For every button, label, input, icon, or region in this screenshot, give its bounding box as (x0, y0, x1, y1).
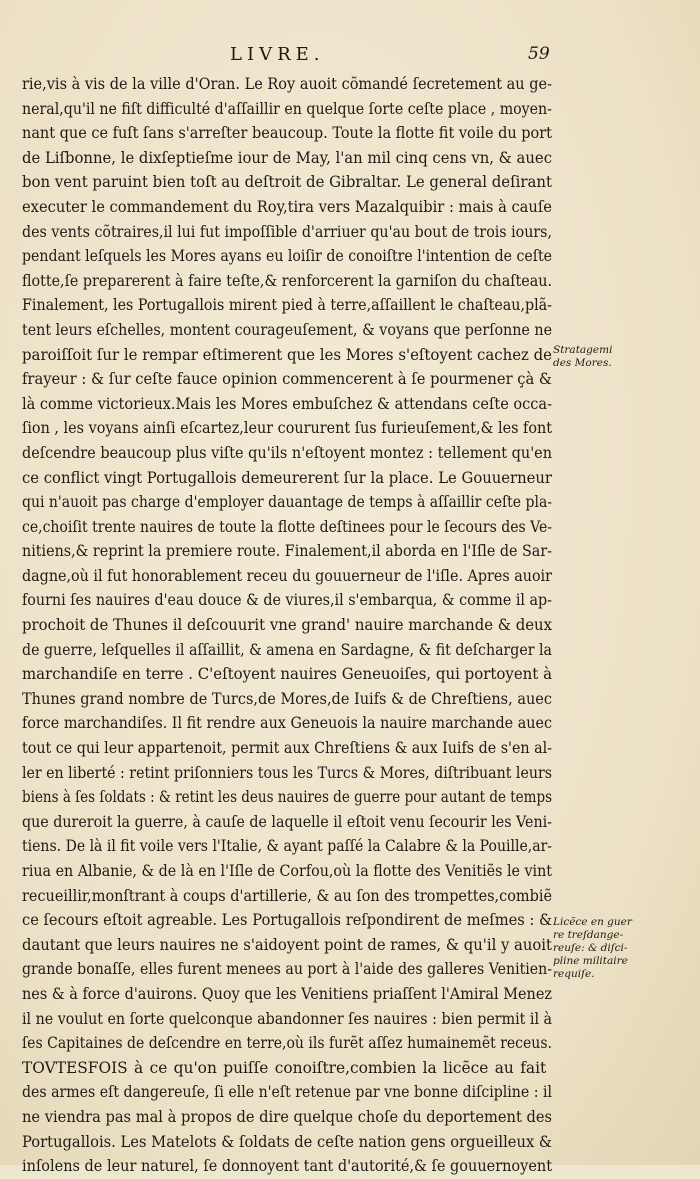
text-line: de Liſbonne, le dixſeptieſme iour de May, l'an mil cinq cens vn, & auec (22, 148, 552, 167)
text-line: dagne,où il fut honorablement receu du gouuerneur de l'iſle. Apres auoir (22, 566, 552, 585)
text-line: paroiſſoit ſur le rempar eſtimerent que les Mores s'eſtoyent cachez de (22, 345, 552, 364)
text-line: bon vent paruint bien toſt au deſtroit de Gibraltar. Le general deſirant (22, 173, 552, 192)
text-line: que dureroit la guerre, à cauſe de laquelle il eſtoit venu ſecourir les Veni- (22, 812, 552, 831)
text-line: deſcendre beaucoup plus viſte qu'ils n'eſtoyent montez : tellement qu'en (22, 443, 552, 462)
text-line: neral,qu'il ne fiſt difficulté d'aſſaillir en quelque ſorte ceſte place , moyen- (22, 99, 552, 118)
text-line: ce ſecours eſtoit agreable. Les Portugallois reſpondirent de meſmes : & (22, 911, 552, 930)
text-line: tiens. De là il fit voile vers l'Italie, & ayant paſſé la Calabre & la Pouille,ar- (22, 837, 552, 856)
text-line: de guerre, leſquelles il aſſaillit, & amena en Sardagne, & fit deſcharger la (22, 640, 552, 659)
text-line: là comme victorieux.Mais les Mores embuſchez & attendans ceſte occa- (22, 394, 552, 413)
margin-note-licence (553, 916, 698, 981)
text-line: inſolens de leur naturel, ſe donnoyent tant d'autorité,& ſe gouuernoyent (22, 1157, 552, 1176)
text-line: nitiens,& reprint la premiere route. Finalement,il aborda en l'Iſle de Sar- (22, 542, 552, 561)
text-line: biens à ſes ſoldats : & retint les deus nauires de guerre pour autant de temps (22, 788, 552, 807)
text-line: nant que ce fuſt ſans s'arreſter beaucoup. Toute la flotte fit voile du port (22, 124, 552, 143)
text-line: des vents cõtraires,il lui fut impoſſible d'arriuer qu'au bout de trois iours, (22, 222, 552, 241)
text-line: tout ce qui leur appartenoit, permit aux Chreſtiens & aux Iuifs de s'en al- (22, 739, 552, 758)
text-line: TOVTESFOIS à ce qu'on puiſſe conoiſtre,combien la licẽce au fait (22, 1058, 547, 1077)
text-line: des armes eſt dangereuſe, ſi elle n'eſt retenue par vne bonne diſcipline : il (22, 1083, 552, 1102)
text-line: executer le commandement du Roy,tira vers Mazalquibir : mais à cauſe (22, 197, 552, 216)
text-line: grande bonaſſe, elles furent menees au port à l'aide des galleres Venitien- (22, 960, 552, 979)
text-line: rie,vis à vis de la ville d'Oran. Le Roy auoit cõmandé ſecretement au ge- (22, 75, 552, 93)
text-line: marchandiſe en terre . C'eſtoyent nauires Geneuoiſes, qui portoyent à (22, 665, 552, 684)
running-head: LIVRE. (230, 44, 325, 65)
text-line: qui n'auoit pas charge d'employer dauantage de temps à aſſaillir ceſte pla- (22, 493, 552, 512)
text-line: nes & à force d'auirons. Quoy que les Venitiens priaſſent l'Amiral Menez (22, 984, 552, 1003)
text-line: prochoit de Thunes il deſcouurit vne grand' nauire marchande & deux (22, 616, 552, 635)
text-line: fourni ſes nauires d'eau douce & de viures,il s'embarqua, & comme il ap- (22, 591, 552, 610)
margin-note-line: requiſe. (553, 968, 595, 980)
page-header (0, 44, 700, 70)
text-line: force marchandiſes. Il fit rendre aux Geneuois la nauire marchande auec (22, 714, 552, 733)
text-line: ſion , les voyans ainſi eſcartez,leur coururent ſus furieuſement,& les font (22, 419, 552, 438)
text-line: Portugallois. Les Matelots & ſoldats de ceſte nation gens orgueilleux & (22, 1132, 552, 1151)
text-line: ſes Capitaines de deſcendre en terre,où ils furẽt aſſez humainemẽt receus. (22, 1034, 552, 1053)
text-line: tent leurs eſchelles, montent courageuſement, & voyans que perſonne ne (22, 320, 552, 339)
text-line: Thunes grand nombre de Turcs,de Mores,de Iuifs & de Chreſtiens, auec (22, 689, 552, 708)
text-line: Finalement, les Portugallois mirent pied à terre,aſſaillent le chaſteau,plã- (22, 296, 552, 315)
page-number: 59 (528, 44, 550, 64)
text-line: recueillir,monſtrant à coups d'artillerie, & au ſon des trompettes,combiẽ (22, 886, 552, 905)
margin-note-stratagem (553, 344, 698, 370)
text-line: frayeur : & ſur ceſte fauce opinion commencerent à ſe pourmener çà & (22, 370, 552, 389)
margin-note-line: des Mores. (553, 357, 612, 369)
text-line: dautant que leurs nauires ne s'aidoyent point de rames, & qu'il y auoit (22, 935, 552, 954)
margin-note-line: Stratagemi (553, 344, 613, 356)
text-line: pendant leſquels les Mores ayans eu loiſir de conoiſtre l'intention de ceſte (22, 247, 552, 266)
margin-note-line: reuſe: & diſci- (553, 942, 628, 954)
text-line: ce conflict vingt Portugallois demeurerent ſur la place. Le Gouuerneur (22, 468, 552, 487)
main-text-block (22, 72, 552, 1179)
text-line: ler en liberté : retint priſonniers tous les Turcs & Mores, diſtribuant leurs (22, 763, 552, 782)
margin-note-line: Licẽce en guer (553, 916, 632, 928)
margin-note-line: re treſdange- (553, 929, 624, 941)
text-line: riua en Albanie, & de là en l'Iſle de Corfou,où la flotte des Venitiẽs le vint (22, 862, 552, 880)
margin-note-line: pline militaire (553, 955, 628, 967)
text-line: ce,choiſit trente nauires de toute la flotte deſtinees pour le ſecours des Ve- (22, 517, 552, 536)
text-line: ne viendra pas mal à propos de dire quelque choſe du deportement des (22, 1107, 552, 1126)
text-line: flotte,ſe preparerent à faire teſte,& renforcerent la garniſon du chaſteau. (22, 271, 552, 290)
text-line: il ne voulut en ſorte quelconque abandonner ſes nauires : bien permit il à (22, 1009, 552, 1028)
